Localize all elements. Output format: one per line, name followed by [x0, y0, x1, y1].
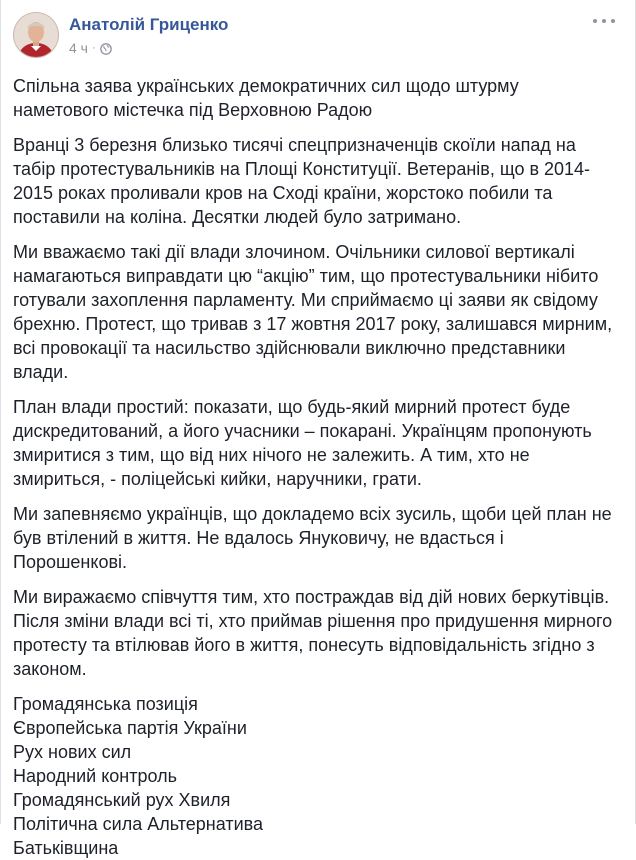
- more-dot: [593, 19, 597, 23]
- signatories-list: [13, 692, 618, 860]
- more-options-icon[interactable]: [593, 12, 615, 30]
- signatory-item: Політична сила Альтернатива: [13, 814, 264, 834]
- globe-icon[interactable]: [100, 43, 112, 55]
- signatory-item: Європейська партія України: [13, 718, 247, 738]
- post-meta: [69, 40, 112, 56]
- signatory-item: Громадянська позиція: [13, 694, 198, 714]
- signatory-item: Народний контроль: [13, 766, 177, 786]
- more-dot: [611, 19, 615, 23]
- signatory-item: Рух нових сил: [13, 742, 132, 762]
- author-name-link[interactable]: Анатолій Гриценко: [69, 15, 229, 34]
- post-timestamp[interactable]: 4 ч: [69, 40, 88, 56]
- post-paragraph: Ми вважаємо такі дії влади злочином. Очільники силової вертикалі намагаються виправдати цю “акцію” тим, що протестувальники нібито готували захоплення парламенту. Ми сприймаємо ці заяви як свідому брехню. Протест, що тривав з 17 жовтня 2017 року, залишався мирним, всі провокації та насильство здійснювали виключно представники влади.: [13, 242, 613, 382]
- post-paragraph: План влади простий: показати, що будь-який мирний протест буде дискредитований, а його учасники – покарані. Українцям пропонують змиритися з тим, що від них нічого не залежить. А тим, хто не змириться, - поліцейські кийки, наручники, грати.: [13, 397, 592, 489]
- post-paragraph: Ми запевняємо українців, що докладемо всіх зусиль, щоби цей план не був втілений в життя. Не вдалось Януковичу, не вдасться і Порошенкові.: [13, 504, 612, 572]
- more-dot: [602, 19, 606, 23]
- meta-separator: ·: [91, 42, 96, 54]
- signatory-item: Батьківщина: [13, 838, 119, 858]
- post-header: [1, 0, 636, 70]
- post-paragraph-title: Спільна заява українських демократичних сил щодо штурму наметового містечка під Верховною Радою: [13, 76, 519, 120]
- post-paragraph: Вранці 3 березня близько тисячі спецпризначенців скоїли напад на табір протестувальників на Площі Конституції. Ветеранів, що в 2014-2015 роках проливали кров на Сході країни, жорстоко побили та поставили на коліна. Десятки людей було затримано.: [13, 135, 591, 227]
- signatory-item: Громадянський рух Хвиля: [13, 790, 231, 810]
- post-text: [13, 74, 618, 860]
- post-paragraph: Ми виражаємо співчуття тим, хто постраждав від дій нових беркутівців. Після зміни влади всі ті, хто приймав рішення про придушення мирного протесту та втілював його в життя, понесуть відповідальність згідно з законом.: [13, 587, 613, 679]
- avatar-photo-icon: [14, 13, 58, 57]
- author-avatar[interactable]: [13, 12, 59, 58]
